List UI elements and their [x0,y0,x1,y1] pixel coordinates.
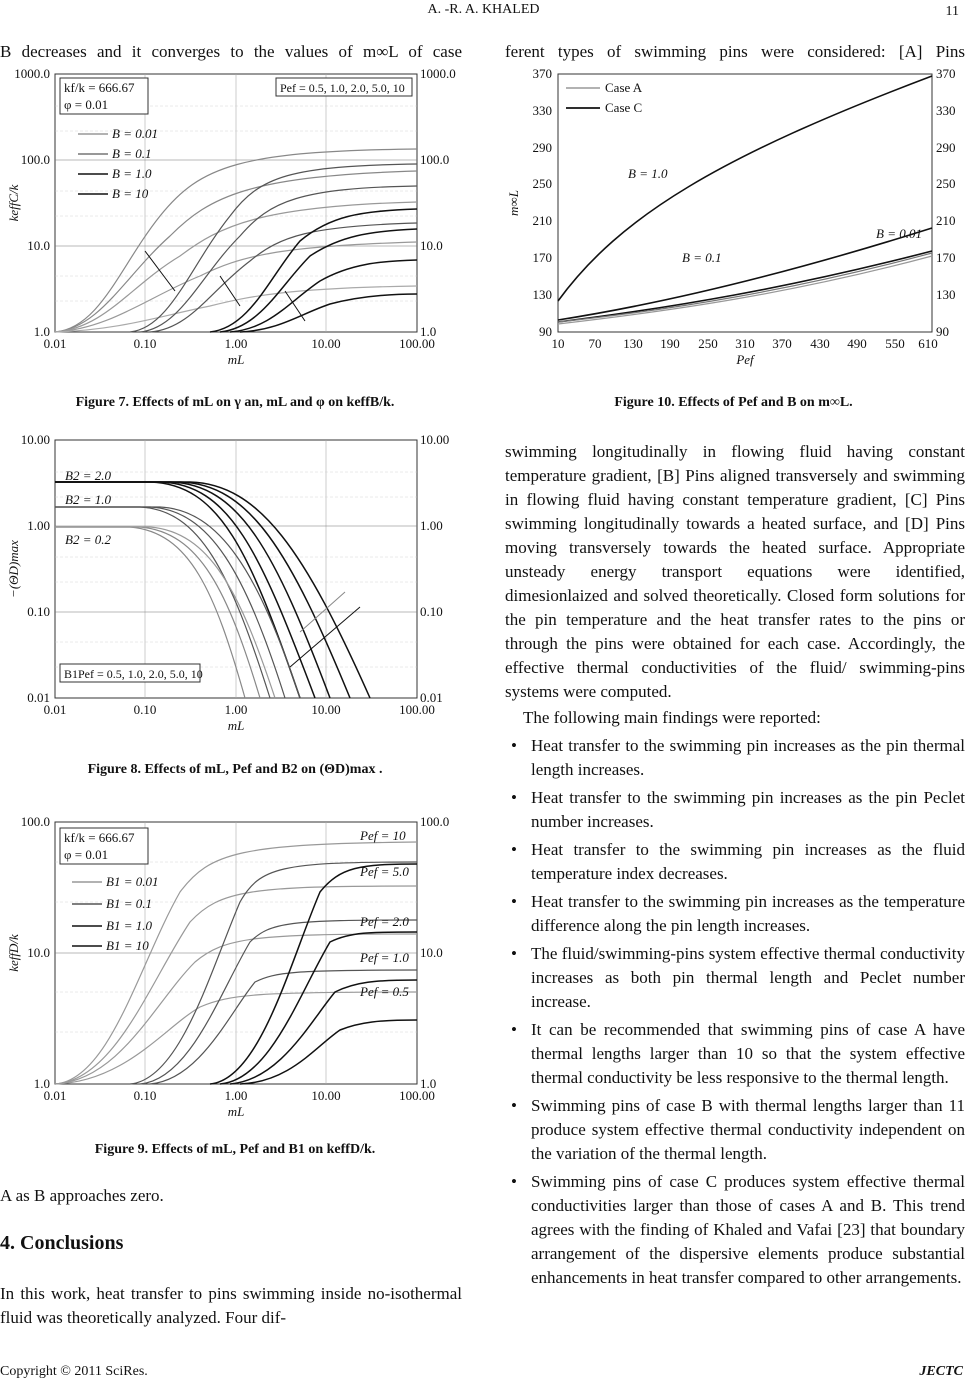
fig7-legend-entry: B = 0.01 [112,126,158,141]
fig8-ytick: 0.10 [27,604,50,619]
fig10-ytick: 370 [532,66,552,81]
fig10-xtick: 490 [847,336,867,351]
figure-9-caption: Figure 9. Effects of mL, Pef and B1 on keffD/k. [94,1142,376,1157]
fig9-legend-entry: B1 = 0.1 [106,896,152,911]
running-header: A. -R. A. KHALED [427,2,540,17]
fig8-label: B2 = 0.2 [65,532,111,547]
fig8-ytick: 0.01 [27,690,50,705]
fig8-label: B2 = 2.0 [65,468,111,483]
figure-7-plot [0,66,470,382]
fig7-xtick: 100.00 [399,336,435,351]
fig9-ytick-right: 100.0 [420,814,450,829]
figure-9-plot [0,812,470,1128]
fig7-ytick-right: 10.0 [420,238,443,253]
fig7-ylabel: keffC/k [6,184,21,222]
fig10-xtick: 190 [660,336,680,351]
right-intro-text: ferent types of swimming pins were considered: [A] Pins [505,42,965,61]
fig9-pe-label: Pef = 10 [360,828,406,843]
fig9-pe-label: Pef = 0.5 [360,984,409,999]
footer-copyright: Copyright © 2011 SciRes. [0,1364,148,1379]
fig8-xtick: 1.00 [224,702,248,717]
fig8-xlabel: mL [227,718,245,733]
fig9-ylabel: keffD/k [6,934,21,972]
fig10-ytick-right: 330 [936,103,956,118]
figure-9 [0,812,470,1128]
fig9-legend-entry: B1 = 0.01 [106,874,159,889]
fig9-ytick: 100.0 [20,814,50,829]
fig8-label: B2 = 1.0 [65,492,111,507]
figure-8-caption: Figure 8. Effects of mL, Pef and B2 on (ΘD)max . [87,762,383,777]
fig10-ytick-right: 90 [936,324,949,339]
fig10-ytick-right: 290 [936,140,956,155]
fig7-ytick-right: 100.0 [420,152,450,167]
fig10-xtick: 70 [588,336,602,351]
fig10-ytick: 90 [539,324,552,339]
fig7-xlabel: mL [227,352,245,367]
fig9-box-line: kf/k = 666.67 [64,830,135,845]
fig9-legend-entry: B1 = 10 [106,938,149,953]
fig8-xtick: 0.10 [133,702,157,717]
fig10-ytick: 210 [532,213,552,228]
list-item: • Swimming pins of case B with thermal lengths larger than 11 produce system effective thermal conductivity independent on the variation of the thermal length. [505,1094,965,1166]
fig8-pe-box: B1Pef = 0.5, 1.0, 2.0, 5.0, 10 [64,667,203,681]
page-number: 11 [945,4,959,19]
fig10-label: B = 0.01 [876,226,922,241]
figure-10 [500,66,967,384]
fig8-ytick: 1.00 [27,518,50,533]
fig10-xtick: 10 [551,336,565,351]
fig9-ytick-right: 10.0 [420,945,443,960]
figure-10-caption: Figure 10. Effects of Pef and B on m∞L. [614,395,853,410]
fig8-ytick: 10.00 [20,432,50,447]
fig9-pe-label: Pef = 1.0 [360,950,409,965]
fig8-ytick-right: 0.10 [420,604,443,619]
paragraph: The following main findings were reported: [523,708,821,727]
fig8-xtick: 100.00 [399,702,435,717]
fig9-xlabel: mL [227,1104,245,1119]
fig10-ytick-right: 250 [936,176,956,191]
figure-7-caption: Figure 7. Effects of mL on γ an, mL and φ on keffB/k. [75,395,395,410]
fig9-xtick: 0.10 [133,1088,157,1103]
footer-journal: JECTC [919,1364,963,1379]
fig7-legend-entry: B = 0.1 [112,146,152,161]
fig10-xtick: 130 [623,336,643,351]
fig8-ylabel: −(ΘD)max [6,540,21,598]
fig7-ytick: 1.0 [33,324,50,339]
fig7-box-line: kf/k = 666.67 [64,80,135,95]
fig9-xtick: 100.00 [399,1088,435,1103]
left-after-text: A as B approaches zero. [0,1186,164,1205]
fig8-ytick-right: 10.00 [420,432,450,447]
fig9-xtick: 0.01 [43,1088,67,1103]
fig7-ytick: 1000.0 [14,66,50,81]
fig7-legend-entry: B = 1.0 [112,166,152,181]
paragraph: swimming longitudinally in flowing fluid having constant temperature gradient, [B] Pins aligned transversely and swimming in flowing fluid having constant temperature gradient, [C] Pins swimming longitudinally towards a heated surface, and [D] Pins moving transversely towards the heated surface. Appropriate unsteady energy transport equations were identified, dimesionlaized and solved theoretically. Closed form solutions for the pin temperature and the heat transfer rates to the pins or through the pins were obtained for each case. Accordingly, the effective thermal conductivities of the fluid/ swimming-pins systems were computed. [505,442,965,701]
figure-8-plot [0,432,470,748]
fig10-ytick: 170 [532,250,552,265]
figure-10-plot [500,66,967,384]
fig9-box-line: φ = 0.01 [64,847,109,862]
fig7-ytick-right: 1000.0 [420,66,456,81]
list-item: • It can be recommended that swimming pins of case A have thermal lengths larger than 10 so that the system effective thermal conductivity be less responsive to the thermal length. [505,1018,965,1090]
fig10-ytick: 130 [532,287,552,302]
fig10-xtick: 250 [698,336,718,351]
list-item: • Swimming pins of case C produces system effective thermal conductivities larger than those of cases A and B. This trend agrees with the finding of Khaled and Vafai [23] that boundary arrangement of the dispersive elements produce substantial enhancements in heat transfer compared to other arrangements. [505,1170,965,1290]
figure-8 [0,432,470,748]
fig7-xtick: 0.10 [133,336,157,351]
fig7-ytick-right: 1.0 [420,324,437,339]
fig9-legend-entry: B1 = 1.0 [106,918,152,933]
fig10-label: B = 0.1 [682,250,722,265]
fig10-legend-entry: Case A [605,80,643,95]
fig10-xlabel: Pef [736,352,754,367]
fig9-ytick: 1.0 [33,1076,50,1091]
fig9-xtick: 1.00 [224,1088,248,1103]
fig10-ytick: 330 [532,103,552,118]
fig10-xtick: 430 [810,336,830,351]
list-item: • Heat transfer to the swimming pin increases as the temperature difference along the pin length increases. [505,890,965,938]
fig7-xtick: 0.01 [43,336,67,351]
fig8-xtick: 0.01 [43,702,67,717]
right-text-block [505,440,965,1294]
fig10-legend-entry: Case C [605,100,643,115]
fig10-ytick-right: 170 [936,250,956,265]
fig7-legend-entry: B = 10 [112,186,149,201]
fig7-pe-box: Pef = 0.5, 1.0, 2.0, 5.0, 10 [280,81,405,95]
fig8-ytick-right: 1.00 [420,518,443,533]
fig7-ytick: 100.0 [20,152,50,167]
fig7-ytick: 10.0 [27,238,50,253]
fig10-ytick-right: 130 [936,287,956,302]
figure-7 [0,66,470,382]
fig9-pe-label: Pef = 5.0 [360,864,409,879]
left-intro-text: B decreases and it converges to the values of m∞L of case [0,42,462,61]
fig10-ytick-right: 210 [936,213,956,228]
fig7-xtick: 1.00 [224,336,248,351]
list-item: • Heat transfer to the swimming pin increases as the pin Peclet number increases. [505,786,965,834]
fig9-ytick-right: 1.0 [420,1076,437,1091]
fig10-ytick-right: 370 [936,66,956,81]
fig10-xtick: 310 [735,336,755,351]
fig10-ytick: 290 [532,140,552,155]
fig10-ylabel: m∞L [506,190,521,216]
conclusion-text: In this work, heat transfer to pins swimming inside no-isothermal fluid was theoretically analyzed. Four dif- [0,1284,462,1327]
list-item: • Heat transfer to the swimming pin increases as the pin thermal length increases. [505,734,965,782]
fig10-xtick: 370 [772,336,792,351]
fig10-ytick: 250 [532,176,552,191]
fig10-xtick: 610 [918,336,938,351]
section-title: 4. Conclusions [0,1232,124,1254]
fig10-label: B = 1.0 [628,166,668,181]
findings-list [505,734,965,1290]
fig9-ytick: 10.0 [27,945,50,960]
fig10-xtick: 550 [885,336,905,351]
fig9-xtick: 10.00 [311,1088,341,1103]
fig8-xtick: 10.00 [311,702,341,717]
fig9-pe-label: Pef = 2.0 [360,914,409,929]
list-item: • The fluid/swimming-pins system effective thermal conductivity increases as both pin thermal length and Peclet number increase. [505,942,965,1014]
list-item: • Heat transfer to the swimming pin increases as the fluid temperature index decreases. [505,838,965,886]
fig8-ytick-right: 0.01 [420,690,443,705]
fig7-box-line: φ = 0.01 [64,97,109,112]
fig7-xtick: 10.00 [311,336,341,351]
